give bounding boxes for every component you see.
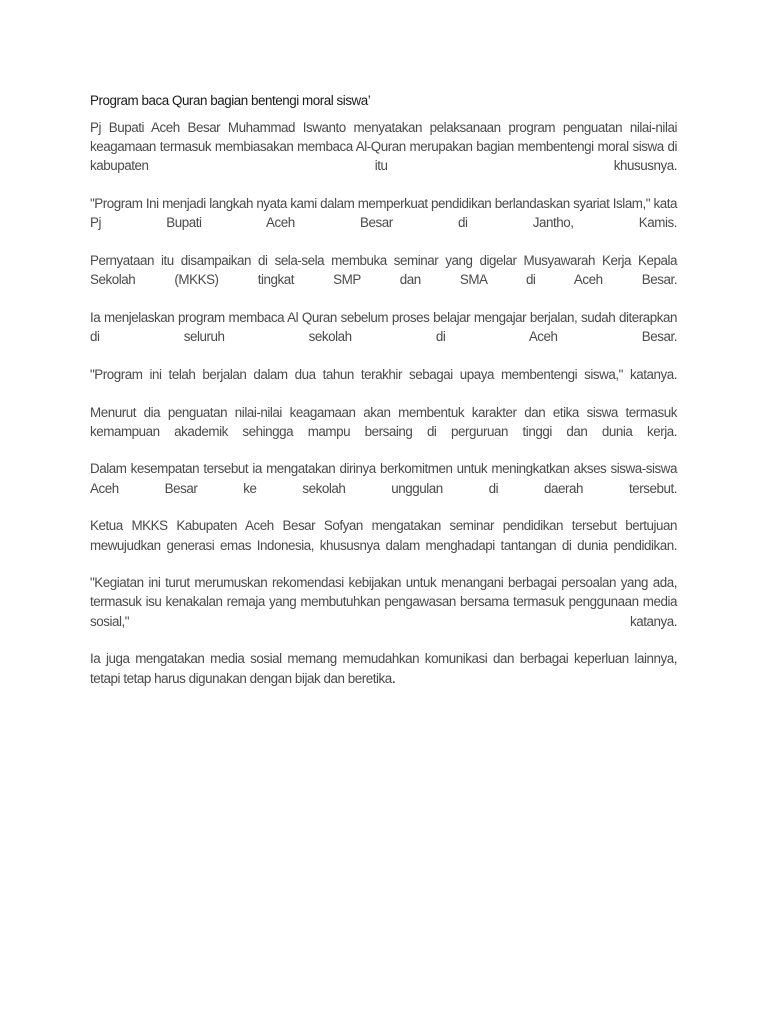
document-page <box>90 92 677 706</box>
paragraph-7: Dalam kesempatan tersebut ia mengatakan dirinya berkomitmen untuk meningkatkan akses siswa-siswa Aceh Besar ke sekolah unggulan di daerah tersebut. <box>90 461 677 496</box>
paragraph-5: "Program ini telah berjalan dalam dua tahun terakhir sebagai upaya membentengi siswa," katanya. <box>90 366 677 382</box>
paragraph-10 <box>90 649 677 687</box>
paragraph-9: "Kegiatan ini turut merumuskan rekomendasi kebijakan untuk menangani berbagai persoalan yang ada, termasuk isu kenakalan remaja yang membutuhkan pengawasan bersama termasuk penggunaan media sosial," katanya. <box>90 575 677 629</box>
paragraph-2: "Program Ini menjadi langkah nyata kami dalam memperkuat pendidikan berlandaskan syariat Islam," kata Pj Bupati Aceh Besar di Jantho, Kamis. <box>90 196 677 231</box>
paragraph-4: Ia menjelaskan program membaca Al Quran sebelum proses belajar mengajar berjalan, sudah diterapkan di seluruh sekolah di Aceh Besar. <box>90 309 677 345</box>
paragraph-10-text: Ia juga mengatakan media sosial memang memudahkan komunikasi dan berbagai keperluan lainnya, tetapi tetap harus digunakan dengan bijak dan beretika <box>90 651 677 686</box>
final-period: . <box>391 669 396 687</box>
paragraph-3: Pernyataan itu disampaikan di sela-sela membuka seminar yang digelar Musyawarah Kerja Kepala Sekolah (MKKS) tingkat SMP dan SMA di Aceh Besar. <box>90 253 677 288</box>
paragraph-6: Menurut dia penguatan nilai-nilai keagamaan akan membentuk karakter dan etika siswa termasuk kemampuan akademik sehingga mampu bersaing di perguruan tinggi dan dunia kerja. <box>90 404 677 439</box>
paragraph-8: Ketua MKKS Kabupaten Aceh Besar Sofyan mengatakan seminar pendidikan tersebut bertujuan mewujudkan generasi emas Indonesia, khususnya dalam menghadapi tantangan di dunia pendidikan. <box>90 518 677 553</box>
article-title: Program baca Quran bagian bentengi moral siswa’ <box>90 93 371 108</box>
paragraph-1: Pj Bupati Aceh Besar Muhammad Iswanto menyatakan pelaksanaan program penguatan nilai-nilai keagamaan termasuk membiasakan membaca Al-Quran merupakan bagian membentengi moral siswa di kabupaten itu khususnya. <box>90 120 677 174</box>
